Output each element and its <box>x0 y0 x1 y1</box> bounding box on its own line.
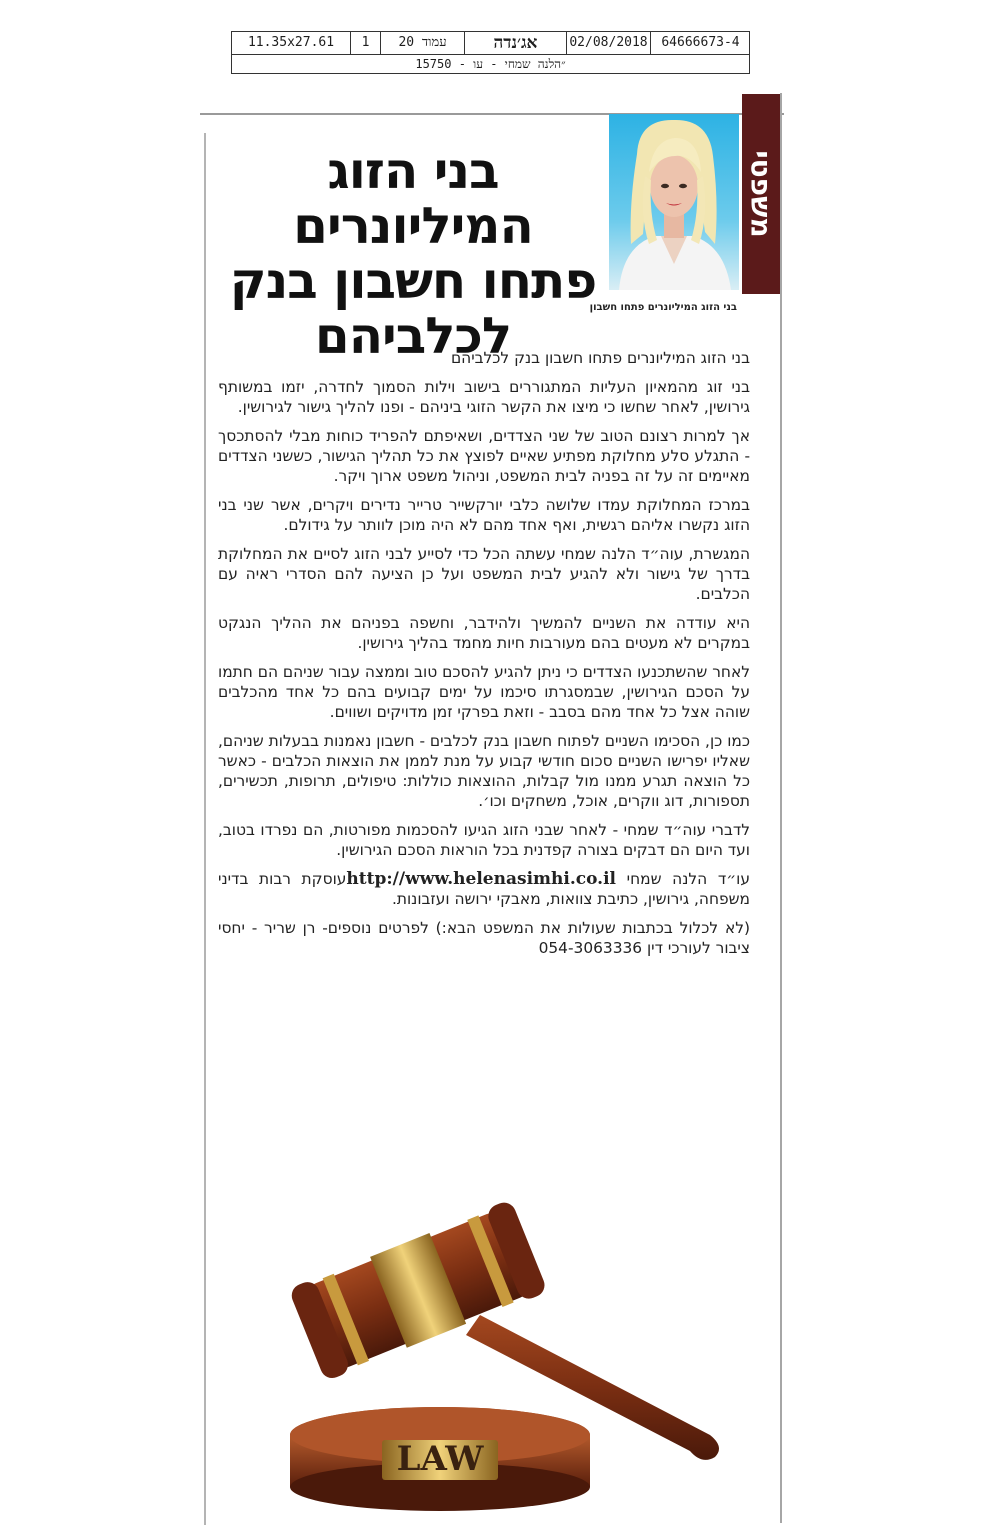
website-link[interactable]: http://www.helenasimhi.co.il <box>346 869 616 889</box>
clip-date: 02/08/2018 <box>566 32 650 54</box>
article-body <box>218 348 750 967</box>
clipping-header-row <box>232 32 749 55</box>
gavel-icon <box>270 1185 750 1515</box>
gavel-label: LAW <box>396 1439 484 1479</box>
body-paragraph: כמו כן, הסכימו השניים לפתוח חשבון בנק לכלבים - חשבון נאמנות בבעלות שניהם, שאליו יפרישו השניים סכום חודשי קבוע על מנת לממן את הוצאות הכלבים - כאשר כל הוצאה תגרע ממנו מול קבלות, ההוצאות כוללות: טיפולים, תרופות, תכשירים, תספורות, דוג ווקרים, אוכל, משחקים וכו׳. <box>218 732 750 810</box>
section-tab <box>742 94 780 294</box>
body-paragraph: המגשרת, עוה״ד הלנה שמחי עשתה הכל כדי לסייע לבני הזוג לסיים את המחלוקת בדרך של גישור ולא להגיע לבית המשפט ועל כן הציעה להם הסדרי ראיה עם הכלבים. <box>218 545 750 603</box>
author-name: עו״ד הלנה שמחי <box>626 870 751 888</box>
clip-publication: אג׳נדה <box>464 32 566 54</box>
author-portrait <box>609 114 739 290</box>
author-practice: עוסקת רבות בדיני משפחה, גירושין, כתיבת צוואות, מאבקי ירושה ועזבונות. <box>218 870 750 908</box>
body-paragraph: אך למרות רצונם הטוב של שני הצדדים, ושאיפתם להפריד כוחות מבלי להסתכסך - התגלע סלע מחלוקת מפתיע שאיים לפוצץ את כל תהליך הגישור, כששני הצדדים מאיימים זה על זה בפניה לבית המשפט, וניהול משפט ארוך ויקר. <box>218 427 750 485</box>
clipping-header <box>231 31 750 74</box>
clip-source-line: ״הלנה שמחי - עו - 15750 <box>415 57 566 71</box>
body-paragraph: במרכז המחלוקת עמדו שלושה כלבי יורקשייר טרייר נדירים ויקרים, אשר שני בני הזוג נקשרו אליהם רגשית, ואף אחד מהם לא היה מוכן לוותר על גידולם. <box>218 496 750 534</box>
body-paragraph: בני זוג מהמאיון העליות המתגוררים בישוב וילות הסמוך לחדרה, יזמו במשותף גירושין, לאחר שחשו כי מיצו את הקשר הזוגי ביניהם - ופנו להליך גישור לגירושין. <box>218 378 750 416</box>
pr-phone: 054-3063336 <box>538 939 643 957</box>
pr-note: (לא לכלול בכתבות שעולות את המשפט הבא:) לפרטים נוספים- רן שריר - יחסי ציבור לעורכי דין <box>218 919 750 957</box>
headline-line-1: בני הזוג המיליונרים <box>293 142 533 255</box>
portrait-photo <box>609 114 739 290</box>
clip-column-count: 1 <box>350 32 380 54</box>
body-paragraph: לאחר שהשתכנעו הצדדים כי ניתן להגיע להסכם טוב וממצה עבור שניהם הם חתמו על הסכם הגירושין, שבמסגרתו סיכמו על ימים קבועים בהם כל אחד מהכלבים שוהה אצל כל אחד מהם בסבב - וזאת בפרקי זמן מדויקים ושווים. <box>218 663 750 721</box>
body-paragraph-pr <box>218 918 750 958</box>
section-label: משפטי <box>744 150 778 238</box>
left-column-rule <box>204 133 206 1525</box>
headline-line-2: פתחו חשבון בנק <box>229 252 597 310</box>
clip-page: עמוד 20 <box>380 32 464 54</box>
clip-size: 11.35x27.61 <box>247 35 335 50</box>
body-paragraph: בני הזוג המיליונרים פתחו חשבון בנק לכלביהם <box>450 349 750 367</box>
body-paragraph-contact <box>218 869 750 909</box>
right-column-rule <box>780 93 782 1523</box>
body-paragraph: היא עודדה את השניים להמשיך ולהידבר, וחשפה בפניהם את ההליך הנגקט במקרים לא מעטים בהם מעורבות חיות מחמד בהליך גירושין. <box>218 614 750 652</box>
photo-caption: בני הזוג המיליונרים פתחו חשבון <box>589 302 737 313</box>
article-headline <box>218 144 608 364</box>
headline-line-3: לכלביהם <box>314 307 512 365</box>
body-paragraph: לדברי עוה״ד שמחי - לאחר שבני הזוג הגיעו להסכמות מפורטות, הם נפרדו בטוב, ועד היום הם דבקים בצורה קפדנית בכל הוראות הסכם הגירושין. <box>218 821 750 859</box>
clip-id: 64666673-4 <box>650 32 750 54</box>
